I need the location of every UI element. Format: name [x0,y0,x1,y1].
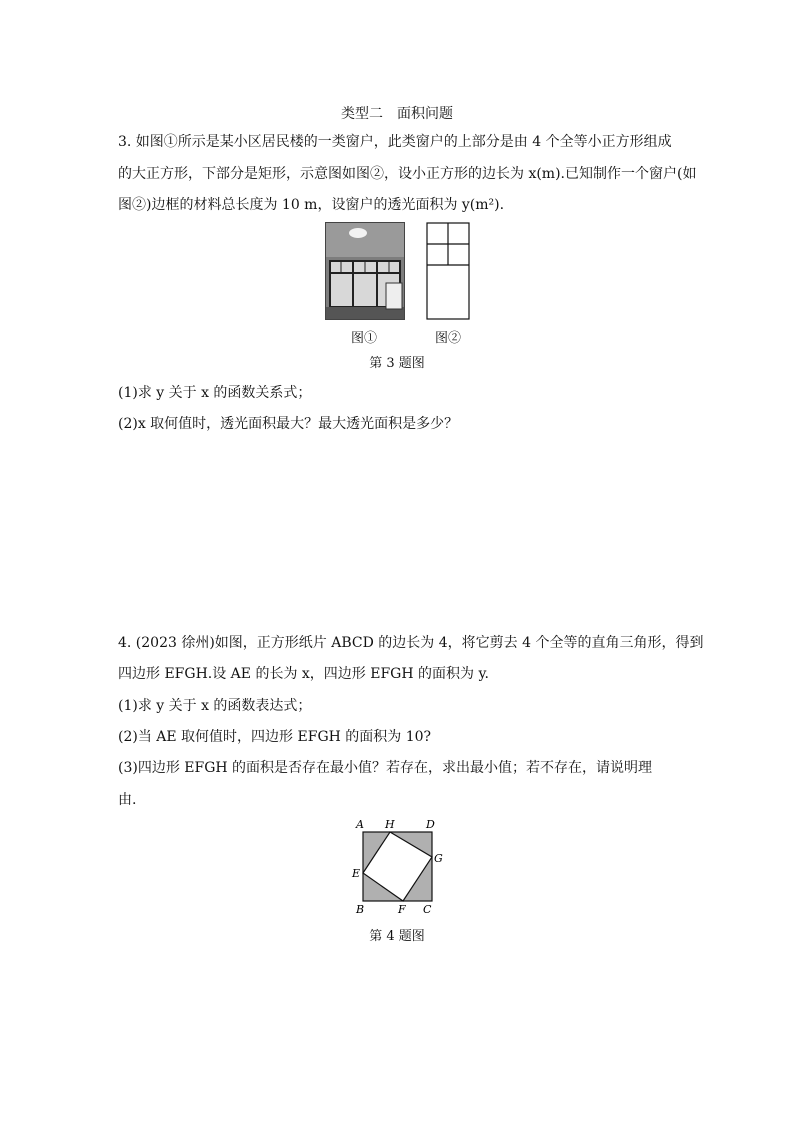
q4-figure-caption: 第 4 题图 [369,929,425,944]
q3-part-2: (2)x 取何值时，透光面积最大？最大透光面积是多少？ [118,416,459,432]
q4-part-3: (3)四边形 EFGH 的面积是否存在最小值？若存在，求出最小值；若不存在，请说明理 [118,760,653,776]
q4-part-4: 由. [118,792,137,808]
q3-part-1: (1)求 y 关于 x 的函数关系式； [118,385,312,401]
q3-figure-caption: 第 3 题图 [369,356,425,371]
q3-text-line-3: 图②)边框的材料总长度为 10 m，设窗户的透光面积为 y(m²). [118,197,505,213]
q4-text-line-1: 4. (2023 徐州)如图，正方形纸片 ABCD 的边长为 4，将它剪去 4 个全等的直角三角形，得到 [118,635,704,651]
label-d: D [426,818,435,831]
label-a: A [356,818,364,831]
q4-part-1: (1)求 y 关于 x 的函数表达式； [118,698,312,714]
fig2-label: 图② [434,331,461,346]
window-photo-drawing [326,223,404,319]
q4-text-line-2: 四边形 EFGH.设 AE 的长为 x，四边形 EFGH 的面积为 y. [118,666,489,682]
label-c: C [423,903,432,916]
window-photo [325,222,405,320]
q4-part-2: (2)当 AE 取何值时，四边形 EFGH 的面积为 10? [118,729,432,745]
label-b: B [356,903,365,916]
q3-text-line-1: 3. 如图①所示是某小区居民楼的一类窗户，此类窗户的上部分是由 4 个全等小正方形组成 [118,134,672,150]
square-figure [348,815,448,917]
label-e: E [352,867,361,880]
label-f: F [398,903,406,916]
q3-text-line-2: 的大正方形，下部分是矩形，示意图如图②，设小正方形的边长为 x(m).已知制作一个窗户(如 [118,166,697,182]
label-h: H [385,818,395,831]
section-title: 类型二 面积问题 [341,106,453,122]
label-g: G [434,852,443,865]
window-schematic [426,222,470,320]
fig1-label: 图① [350,331,377,346]
